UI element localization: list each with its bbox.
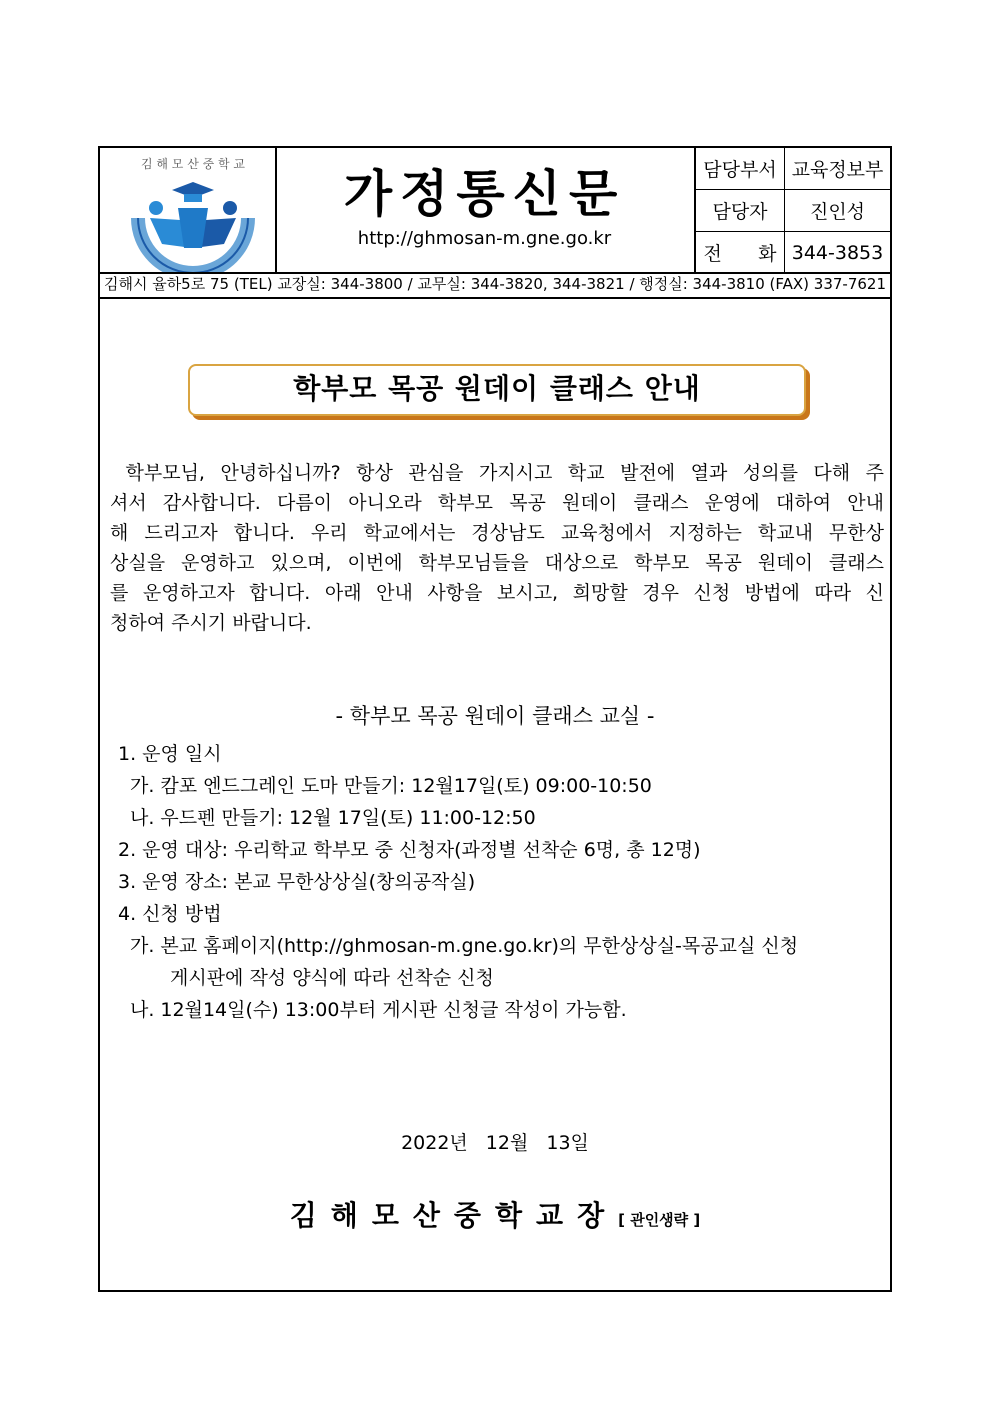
paragraph-line: 해 드리고자 합니다. 우리 학교에서는 경상남도 교육청에서 지정하는 학교내 무한상: [110, 522, 884, 544]
details-list: [118, 738, 798, 1026]
list-item: 나. 우드펜 만들기: 12월 17일(토) 11:00-12:50: [130, 807, 536, 829]
school-address: 김해시 율하5로 75 (TEL) 교장실: 344-3800 / 교무실: 344-3820, 344-3821 / 행정실: 344-3810 (FAX) 337-7621: [100, 272, 890, 299]
svg-text:김 해 모 산 중 학 교: 김 해 모 산 중 학 교: [140, 157, 246, 171]
list-item: 1. 운영 일시: [118, 743, 222, 765]
paragraph-line: 를 운영하고자 합니다. 아래 안내 사항을 보시고, 희망할 경우 신청 방법에 따라 신: [110, 582, 884, 604]
school-logo-icon: [100, 148, 275, 272]
info-value: 344-3853: [785, 232, 891, 274]
signature: [100, 1194, 890, 1234]
list-item: 3. 운영 장소: 본교 무한상상실(창의공작실): [118, 871, 476, 893]
newsletter-header: [100, 148, 890, 274]
list-item: 나. 12월14일(수) 13:00부터 게시판 신청글 작성이 가능함.: [130, 999, 627, 1021]
info-label: 담당부서: [696, 148, 785, 190]
list-item: 가. 본교 홈페이지(http://ghmosan-m.gne.go.kr)의 무한상상실-목공교실 신청: [130, 935, 799, 957]
list-item: 2. 운영 대상: 우리학교 학부모 중 신청자(과정별 선착순 6명, 총 12명): [118, 839, 701, 861]
notice-title-banner: 학부모 목공 원데이 클래스 안내: [188, 364, 806, 416]
paragraph-line: 학부모님, 안녕하십니까? 항상 관심을 가지시고 학교 발전에 열과 성의를 다해 주: [110, 462, 884, 484]
list-item: 가. 캄포 엔드그레인 도마 만들기: 12월17일(토) 09:00-10:50: [130, 775, 652, 797]
info-row-person: [696, 190, 890, 232]
seal-omitted-note: [ 관인생략 ]: [618, 1211, 701, 1229]
info-row-phone: [696, 232, 890, 274]
list-item: 4. 신청 방법: [118, 903, 222, 925]
contact-info-table: [696, 148, 890, 272]
title-block: [275, 148, 696, 272]
info-row-department: [696, 148, 890, 190]
newsletter-title: 가정통신문: [343, 164, 626, 223]
section-subtitle: - 학부모 목공 원데이 클래스 교실 -: [335, 704, 655, 728]
intro-paragraph: [110, 458, 884, 638]
info-label: 담당자: [696, 190, 785, 232]
school-url: http://ghmosan-m.gne.go.kr: [357, 228, 612, 249]
list-item: 게시판에 작성 양식에 따라 선착순 신청: [170, 967, 494, 989]
newsletter-frame: [98, 146, 892, 1292]
info-value: 진인성: [785, 190, 891, 232]
principal-signature: 김해모산중학교장: [289, 1199, 619, 1232]
paragraph-line: 셔서 감사합니다. 다름이 아니오라 학부모 목공 원데이 클래스 운영에 대하여 안내: [110, 492, 884, 514]
info-label: 전 화: [696, 232, 785, 274]
paragraph-line: 상실을 운영하고 있으며, 이번에 학부모님들을 대상으로 학부모 목공 원데이 클래스: [110, 552, 884, 574]
paragraph-line: 청하여 주시기 바랍니다.: [110, 612, 312, 634]
school-logo: [100, 148, 277, 272]
issue-date: 2022년 12월 13일: [401, 1132, 589, 1154]
info-value: 교육정보부: [785, 148, 891, 190]
